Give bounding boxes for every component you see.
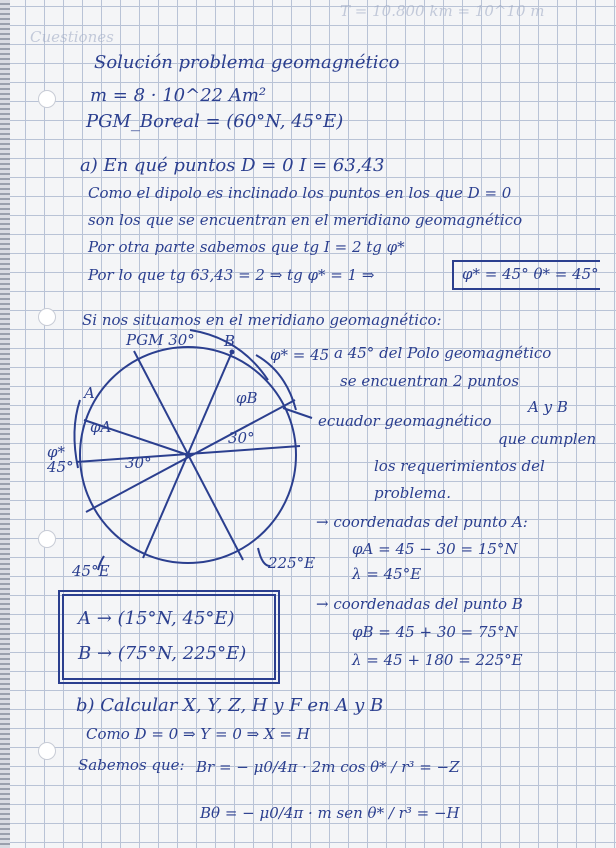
- equator-label: ecuador geomagnético: [318, 412, 492, 430]
- annotation: A y B: [528, 398, 568, 416]
- annotation: se encuentran 2 puntos: [340, 372, 520, 390]
- lon-225-label: 225°E: [268, 554, 316, 572]
- page-title: Solución problema geomagnético: [94, 52, 400, 73]
- annotation: que cumplen: [498, 430, 597, 448]
- phi-45-label: φ* 45°: [47, 443, 74, 476]
- coords-b-lon: λ = 45 + 180 = 225°E: [352, 651, 523, 669]
- text-line: Sabemos que:: [78, 756, 185, 774]
- coords-a-lat: φA = 45 − 30 = 15°N: [352, 540, 518, 558]
- phi-star-label: φ* = 45: [270, 346, 330, 364]
- coords-b-title: → coordenadas del punto B: [316, 595, 523, 613]
- part-b-heading: b) Calcular X, Y, Z, H y F en A y B: [76, 695, 384, 716]
- dipole-moment: m = 8 · 10^22 Am²: [90, 85, 267, 106]
- bleed-through-text: Cuestiones: [30, 28, 114, 46]
- point-a-label: A: [84, 384, 95, 402]
- point-b: [230, 350, 235, 355]
- angle-30-right: 30°: [228, 429, 255, 447]
- text-line: Como D = 0 ⇒ Y = 0 ⇒ X = H: [86, 725, 310, 743]
- phi-b-label: φB: [236, 389, 258, 407]
- pgm-coordinates: PGM_Boreal = (60°N, 45°E): [86, 111, 344, 132]
- text-line: son los que se encuentran en el meridiano geomagnético: [88, 211, 523, 229]
- pgm-label: PGM 30°: [126, 331, 195, 349]
- earth-center: [185, 452, 191, 458]
- text-line: Si nos situamos en el meridiano geomagnético:: [82, 311, 442, 329]
- lon-45-label: 45°E: [72, 562, 110, 580]
- coords-b-lat: φB = 45 + 30 = 75°N: [352, 623, 518, 641]
- phi-a-label: φA: [90, 418, 112, 436]
- bleed-through-text: T = 10.800 km = 10^10 m: [340, 2, 545, 20]
- part-a-heading: a) En qué puntos D = 0 I = 63,43: [80, 155, 385, 176]
- formula-br: Br = − μ0/4π · 2m cos θ* / r³ = −Z: [196, 758, 460, 776]
- coords-a-lon: λ = 45°E: [352, 565, 422, 583]
- result-box: [62, 594, 276, 680]
- boxed-result-text: φ* = 45° θ* = 45°: [462, 265, 599, 283]
- annotation: problema.: [374, 484, 452, 502]
- text-line: Como el dipolo es inclinado los puntos en los que D = 0: [88, 184, 512, 202]
- point-b-label: B: [224, 332, 236, 350]
- angle-30-inner: 30°: [125, 454, 152, 472]
- formula-btheta: Bθ = − μ0/4π · m sen θ* / r³ = −H: [200, 804, 460, 822]
- annotation: a 45° del Polo geomagnético: [334, 344, 552, 362]
- result-a: A → (15°N, 45°E): [78, 608, 235, 629]
- result-b: B → (75°N, 225°E): [78, 643, 247, 664]
- text-line: Por lo que tg 63,43 = 2 ⇒ tg φ* = 1 ⇒: [88, 266, 375, 284]
- text-line: Por otra parte sabemos que tg I = 2 tg φ*: [88, 238, 405, 256]
- annotation: los requerimientos del: [374, 457, 545, 475]
- coords-a-title: → coordenadas del punto A:: [316, 513, 528, 531]
